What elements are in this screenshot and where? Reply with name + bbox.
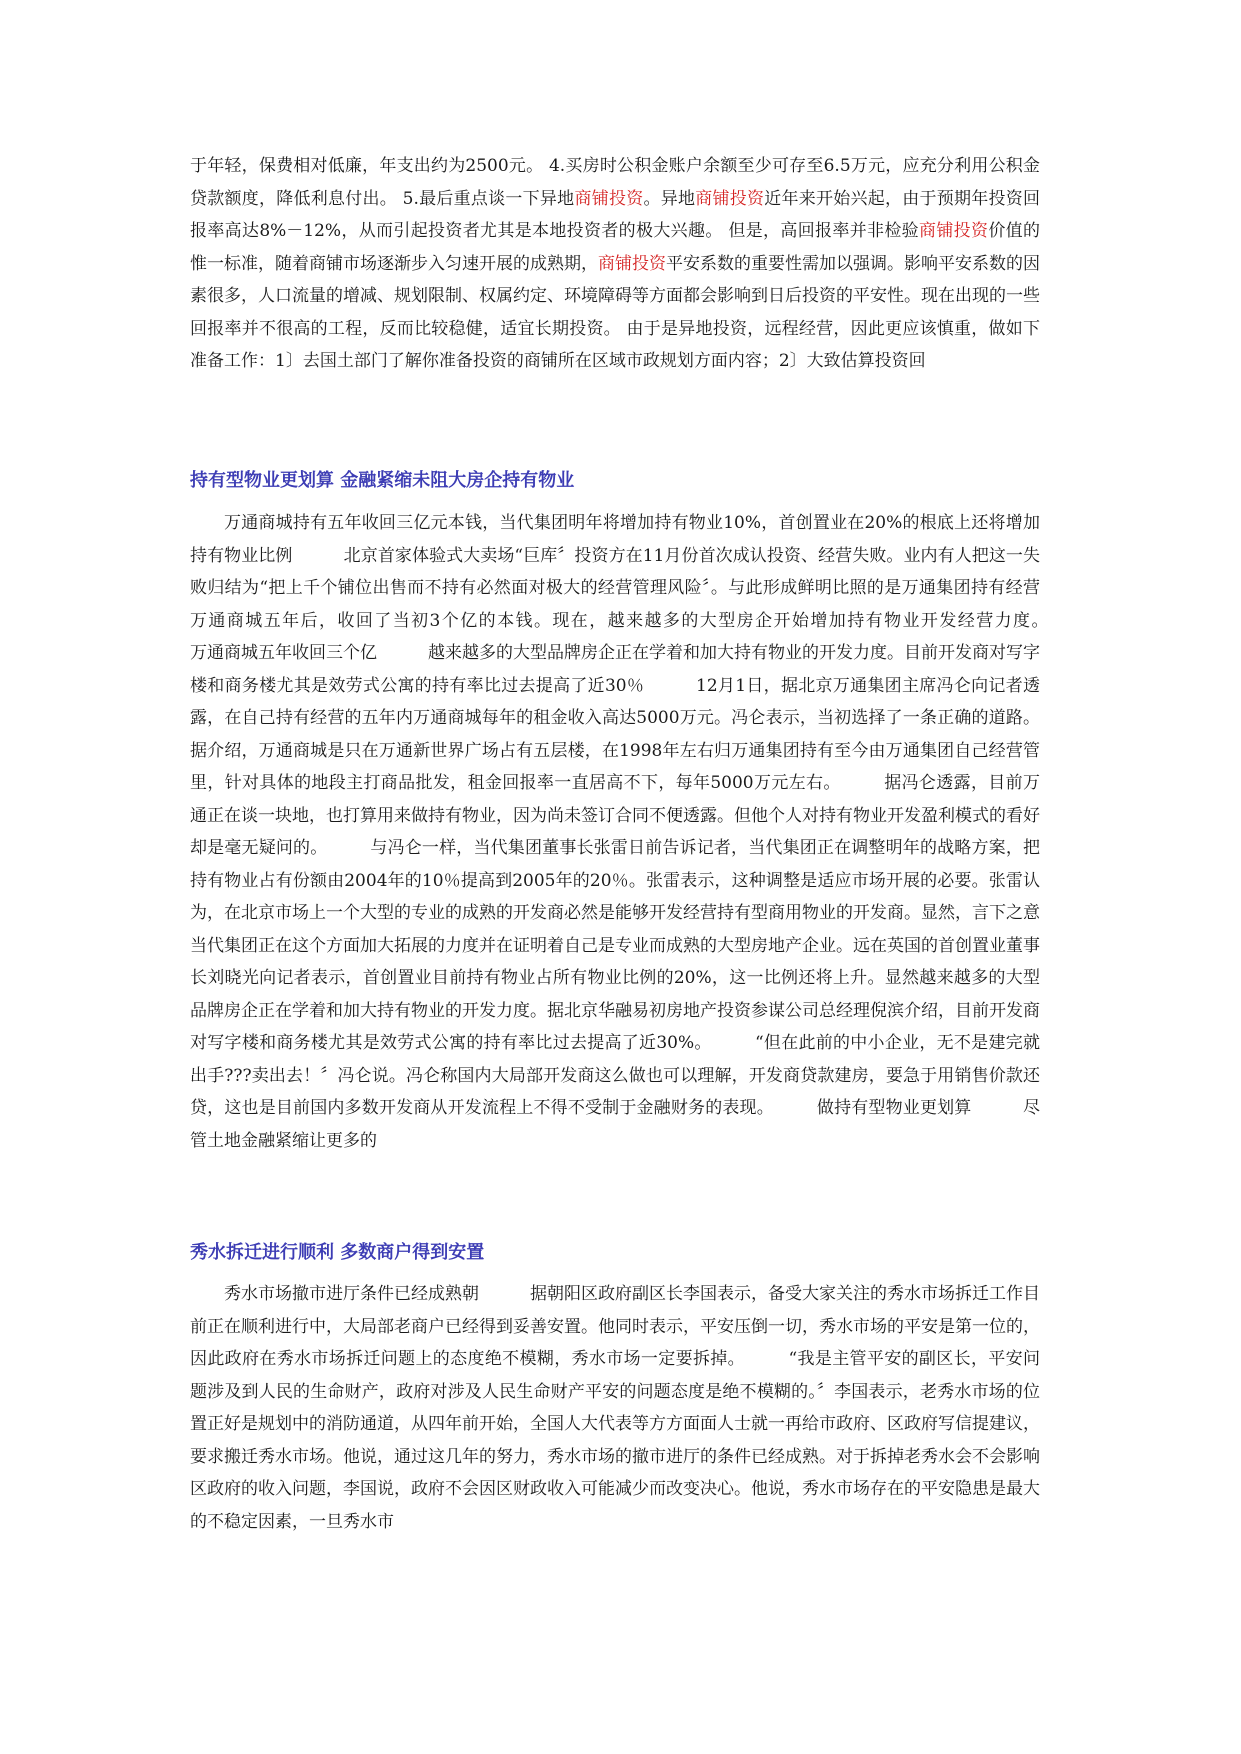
keyword-link-shop-investment[interactable]: 商铺投资 (574, 188, 644, 209)
article-body-holding-property: 万通商城持有五年收回三亿元本钱，当代集团明年将增加持有物业10%，首创置业在20%的根底上还将增加持有物业比例 北京首家体验式大卖场“巨库〞投资方在11月份首次成认投资、经营失败。业内有人把这一失败归结为“把上千个铺位出售而不持有必然面对极大的经营管理风险〞。与此形成鲜明比照的是万通集团持有经营万通商城五年后，收回了当初3个亿的本钱。现在，越来越多的大型房企开始增加持有物业开发经营力度。 万通商城五年收回三个亿 越来越多的大型品牌房企正在学着和加大持有物业的开发力度。目前开发商对写字楼和商务楼尤其是效劳式公寓的持有率比过去提高了近30％ 12月1日，据北京万通集团主席冯仑向记者透露，在自己持有经营的五年内万通商城每年的租金收入高达5000万元。冯仑表示，当初选择了一条正确的道路。据介绍，万通商城是只在万通新世界广场占有五层楼，在1998年左右归万通集团持有至今由万通集团自己经营管里，针对具体的地段主打商品批发，租金回报率一直居高不下，每年5000万元左右。 据冯仑透露，目前万通正在谈一块地，也打算用来做持有物业，因为尚未签订合同不便透露。但他个人对持有物业开发盈利模式的看好却是毫无疑问的。 与冯仑一样，当代集团董事长张雷日前告诉记者，当代集团正在调整明年的战略方案，把持有物业占有份额由2004年的10％提高到2005年的20％。张雷表示，这种调整是适应市场开展的必要。张雷认为，在北京市场上一个大型的专业的成熟的开发商必然是能够开发经营持有型商用物业的开发商。显然，言下之意当代集团正在这个方面加大拓展的力度并在证明着自己是专业而成熟的大型房地产企业。远在英国的首创置业董事长刘晓光向记者表示，首创置业目前持有物业占所有物业比例的20%，这一比例还将上升。显然越来越多的大型品牌房企正在学着和加大持有物业的开发力度。据北京华融易初房地产投资参谋公司总经理倪滨介绍，目前开发商对写字楼和商务楼尤其是效劳式公寓的持有率比过去提高了近30%。 “但在此前的中小企业，无不是建完就出手???卖出去！〞冯仑说。冯仑称国内大局部开发商这么做也可以理解，开发商贷款建房，要急于用销售价款还贷，这也是目前国内多数开发商从开发流程上不得不受制于金融财务的表现。 做持有型物业更划算 尽管土地金融紧缩让更多的 (190, 513, 1091, 1151)
keyword-link-shop-investment[interactable]: 商铺投资 (598, 253, 666, 274)
article-title-xiushui-relocation[interactable]: 秀水拆迁进行顺利 多数商户得到安置 (190, 1242, 485, 1263)
text-run: 近年来开始兴起，由于预期年投资回报率高达8%－12%，从而引起投资者尤其是本地投资者的极大兴趣。 但是，高回报率并非检验 (190, 188, 1041, 241)
text-run: 平安系数的重要性需加以强调。影响平安系数的因素很多，人口流量的增减、规划限制、权属约定、环境障碍等方面都会影响到日后投资的平安性。现在出现的一些回报率并不很高的工程，反而比较稳健，适宜长期投资。 由于是异地投资，远程经营，因此更应该慎重，做如下准备工作：1〕去国土部门了解你准备投资的商铺所在区域市政规划方面内容；2〕大致估算投资回 (190, 253, 1040, 371)
article-title-holding-property[interactable]: 持有型物业更划算 金融紧缩未阻大房企持有物业 (190, 470, 575, 491)
text-run: 价值的惟一标准，随着商铺市场逐渐步入匀速开展的成熟期， (190, 221, 1041, 274)
text-run: 于年轻，保费相对低廉，年支出约为2500元。 4.买房时公积金账户余额至少可存至6.5万元，应充分利用公积金贷款额度，降低利息付出。 5.最后重点谈一下异地 (190, 156, 1040, 209)
keyword-link-shop-investment[interactable]: 商铺投资 (919, 221, 989, 241)
article-body-xiushui-relocation: 秀水市场撤市进厅条件已经成熟朝 据朝阳区政府副区长李国表示，备受大家关注的秀水市场拆迁工作目前正在顺利进行中，大局部老商户已经得到妥善安置。他同时表示，平安压倒一切，秀水市场的平安是第一位的，因此政府在秀水市场拆迁问题上的态度绝不模糊，秀水市场一定要拆掉。 “我是主管平安的副区长，平安问题涉及到人民的生命财产，政府对涉及人民生命财产平安的问题态度是绝不模糊的。〞李国表示，老秀水市场的位置正好是规划中的消防通道，从四年前开始，全国人大代表等方方面面人士就一再给市政府、区政府写信提建议，要求搬迁秀水市场。他说，通过这几年的努力，秀水市场的撤市进厅的条件已经成熟。对于拆掉老秀水会不会影响区政府的收入问题，李国说，政府不会因区财政收入可能减少而改变决心。他说，秀水市场存在的平安隐患是最大的不稳定因素，一旦秀水市 (190, 1284, 1040, 1532)
text-run: 。异地 (643, 188, 696, 209)
continued-paragraph (190, 150, 1040, 378)
keyword-link-shop-investment[interactable]: 商铺投资 (695, 188, 765, 209)
